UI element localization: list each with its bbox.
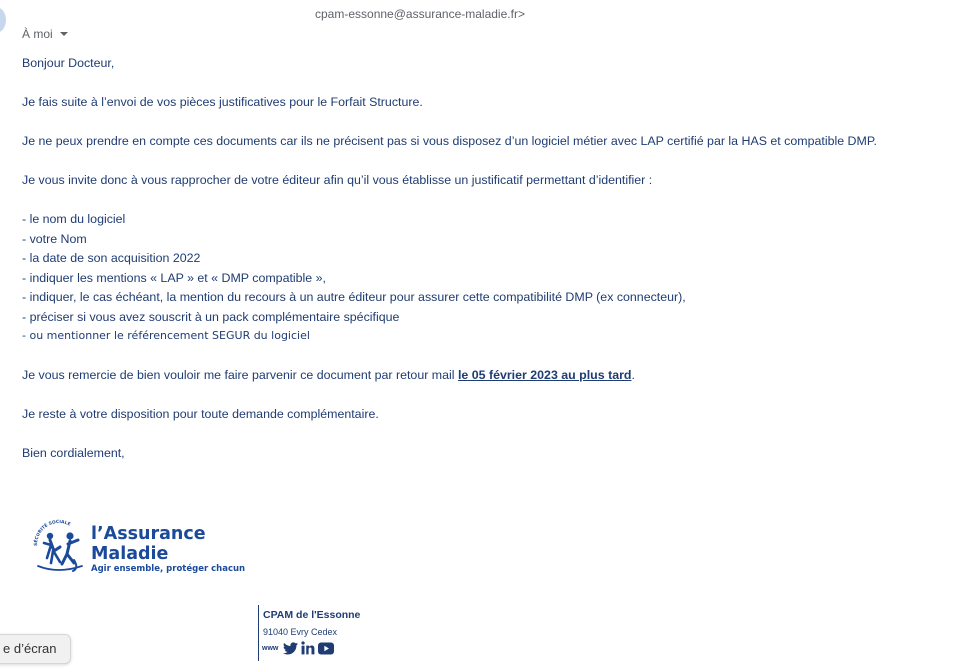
email-paragraph-1: Je fais suite à l’envoi de vos pièces justificatives pour le Forfait Structure.	[22, 95, 423, 109]
request-text: Je vous remercie de bien vouloir me faire parvenir ce document par retour mail	[22, 368, 458, 382]
email-greeting: Bonjour Docteur,	[22, 56, 115, 70]
logo-title	[91, 524, 206, 564]
seal-text: SÉCURITÉ SOCIALE	[33, 519, 72, 547]
list-item: - la date de son acquisition 2022	[22, 251, 201, 265]
sender-address: cpam-essonne@assurance-maladie.fr>	[315, 7, 525, 21]
chevron-down-icon[interactable]	[60, 32, 68, 36]
screenshot-toast[interactable]: e d’écran	[0, 634, 71, 664]
email-paragraph-2: Je ne peux prendre en compte ces documents car ils ne précisent pas si vous disposez d’un logiciel métier avec LAP certifié par la HAS et compatible DMP.	[22, 134, 877, 148]
email-closing: Bien cordialement,	[22, 446, 125, 460]
signature-block	[258, 605, 361, 661]
email-paragraph-3: Je vous invite donc à vous rapprocher de votre éditeur afin qu’il vous établisse un justificatif permettant d’identifier :	[22, 173, 653, 187]
list-item: - indiquer les mentions « LAP » et « DMP compatible »,	[22, 271, 326, 285]
youtube-icon[interactable]	[318, 642, 334, 655]
recipient-dropdown[interactable]	[22, 27, 68, 41]
sender-avatar[interactable]	[0, 7, 6, 33]
social-links	[262, 641, 334, 655]
signature-address: 91040 Evry Cedex	[263, 627, 338, 637]
list-item: - votre Nom	[22, 232, 87, 246]
signature-name: CPAM de l'Essonne	[263, 609, 361, 621]
logo-title-line-1: l’Assurance	[91, 524, 206, 544]
request-end: .	[631, 368, 635, 382]
email-paragraph-5: Je reste à votre disposition pour toute demande complémentaire.	[22, 407, 379, 421]
list-item: - le nom du logiciel	[22, 212, 126, 226]
recipient-label: À moi	[22, 27, 53, 41]
deadline-text: le 05 février 2023 au plus tard	[457, 368, 632, 382]
assurance-maladie-logo	[30, 516, 246, 578]
list-item: - préciser si vous avez souscrit à un pack complémentaire spécifique	[22, 310, 400, 324]
seal-icon	[30, 516, 90, 576]
twitter-icon[interactable]	[283, 642, 298, 655]
email-paragraph-4	[22, 368, 635, 382]
list-item: - indiquer, le cas échéant, la mention du recours à un autre éditeur pour assurer cette compatibilité DMP (ex connecteur),	[22, 290, 686, 304]
linkedin-icon[interactable]	[301, 641, 315, 655]
logo-tagline: Agir ensemble, protéger chacun	[91, 564, 246, 574]
logo-title-line-2: Maladie	[91, 544, 169, 564]
website-link[interactable]: www	[262, 644, 279, 652]
list-item: - ou mentionner le référencement SEGUR du logiciel	[22, 329, 310, 342]
